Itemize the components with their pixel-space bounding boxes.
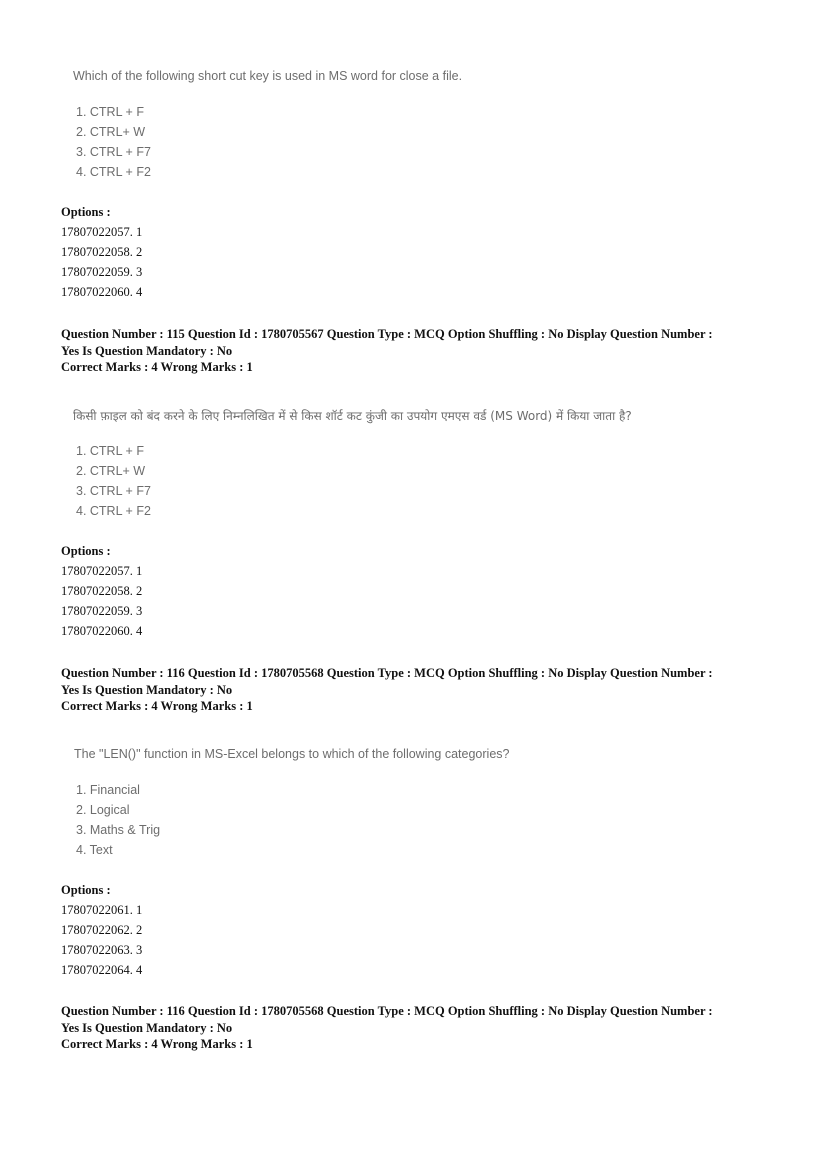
meta-line: Question Number : 116 Question Id : 1780705568 Question Type : MCQ Option Shuffling : No Display Question Number : [61, 666, 713, 680]
question-option: 1. Financial [76, 783, 140, 797]
option-id: 17807022064. 4 [61, 963, 143, 977]
option-id: 17807022059. 3 [61, 604, 143, 618]
option-id: 17807022062. 2 [61, 923, 143, 937]
option-id: 17807022060. 4 [61, 285, 143, 299]
meta-line: Yes Is Question Mandatory : No [61, 343, 233, 358]
question-option-list [76, 102, 151, 182]
question-text: The "LEN()" function in MS-Excel belongs to which of the following categories? [74, 747, 510, 761]
question-option: 4. CTRL + F2 [76, 165, 151, 179]
options-title: Options : [61, 544, 111, 558]
option-id: 17807022063. 3 [61, 943, 143, 957]
question-option: 2. CTRL+ W [76, 125, 146, 139]
question-text: किसी फ़ाइल को बंद करने के लिए निम्नलिखित में से किस शॉर्ट कट कुंजी का उपयोग एमएस वर्ड (MS Word) में किया जाता है? [73, 409, 632, 423]
question-option: 3. CTRL + F7 [76, 484, 151, 498]
meta-line: Correct Marks : 4 Wrong Marks : 1 [61, 360, 253, 374]
question-meta-115 [61, 326, 771, 376]
question-meta-116-repeat [61, 1003, 771, 1053]
options-block [61, 881, 142, 980]
option-id: 17807022060. 4 [61, 624, 143, 638]
options-title: Options : [61, 883, 111, 897]
meta-line: Question Number : 115 Question Id : 1780705567 Question Type : MCQ Option Shuffling : No Display Question Number : [61, 327, 713, 341]
option-id: 17807022057. 1 [61, 225, 143, 239]
option-id: 17807022061. 1 [61, 903, 143, 917]
meta-line: Correct Marks : 4 Wrong Marks : 1 [61, 699, 253, 713]
question-option: 1. CTRL + F [76, 444, 144, 458]
question-option: 4. Text [76, 843, 113, 857]
options-block [61, 542, 142, 641]
question-option: 4. CTRL + F2 [76, 504, 151, 518]
question-meta-116 [61, 665, 771, 715]
option-id: 17807022058. 2 [61, 245, 143, 259]
question-option: 2. Logical [76, 803, 130, 817]
options-block [61, 203, 142, 302]
option-id: 17807022058. 2 [61, 584, 143, 598]
question-option: 1. CTRL + F [76, 105, 144, 119]
question-option-list [76, 780, 160, 860]
option-id: 17807022059. 3 [61, 265, 143, 279]
option-id: 17807022057. 1 [61, 564, 143, 578]
question-option: 2. CTRL+ W [76, 464, 146, 478]
meta-line: Question Number : 116 Question Id : 1780705568 Question Type : MCQ Option Shuffling : No Display Question Number : [61, 1004, 713, 1018]
question-option: 3. CTRL + F7 [76, 145, 151, 159]
question-text: Which of the following short cut key is used in MS word for close a file. [73, 69, 463, 83]
question-option: 3. Maths & Trig [76, 823, 161, 837]
options-title: Options : [61, 205, 111, 219]
question-option-list [76, 441, 151, 521]
meta-line: Yes Is Question Mandatory : No [61, 1020, 233, 1035]
meta-line: Correct Marks : 4 Wrong Marks : 1 [61, 1037, 253, 1051]
meta-line: Yes Is Question Mandatory : No [61, 682, 233, 697]
